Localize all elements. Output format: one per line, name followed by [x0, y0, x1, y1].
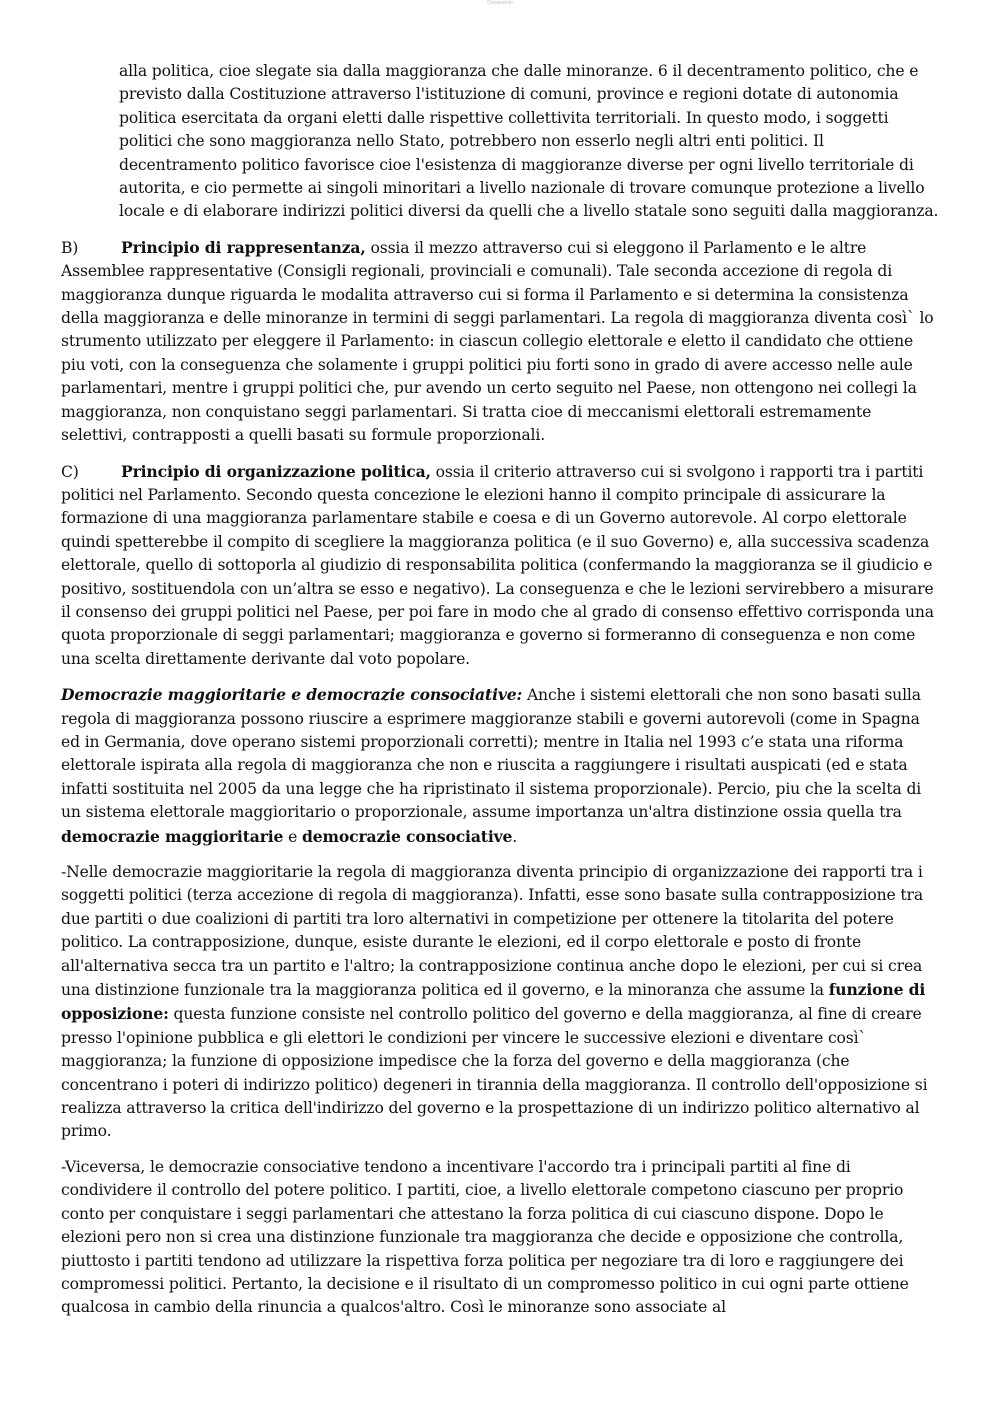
heading-principio-rappresentanza: Principio di rappresentanza, — [121, 237, 366, 257]
text-principio-organizzazione: ossia il criterio attraverso cui si svolgono i rapporti tra i partiti politici nel Parlamento. Secondo questa concezione le elezioni hanno il compito principale di assicurare la formazione di una maggioranza parlamentare stabile e coesa e di un Governo autorevole. Al corpo elettorale quindi spetterebbe il compito di scegliere la maggioranza politica (e il suo Governo) e, alla successiva scadenza elettorale, quello di sottoporla al giudizio di responsabilita politica (confermando la maggioranza se il giudicio e positivo, sostituendola con un’altra se esso e negativo). La conseguenza e che le lezioni servirebbero a misurare il consenso dei gruppi politici nel Paese, per poi fare in modo che al grado di consenso effettivo corrisponda una quota proporzionale di seggi parlamentari; maggioranza e governo si formeranno di conseguenza e non come una scelta direttamente derivante dal voto popolare. — [61, 462, 934, 668]
section-label-b: B) — [61, 238, 79, 257]
text-maggioritarie-2: questa funzione consiste nel controllo politico del governo e della maggioranza, al fine di creare presso l'opinione pubblica e gli elettori le condizioni per vincere le successive elezioni e diventare così` maggioranza; la funzione di opposizione impedisce che la forza del governo e della maggioranza (che concentrano i poteri di indirizzo politico) degeneri in tirannia della maggioranza. Il controllo dell'opposizione si realizza attraverso la critica dell'indirizzo del governo e la prospettazione di un indirizzo politico alternativo al primo. — [61, 1005, 928, 1141]
section-label-c: C) — [61, 462, 79, 481]
paragraph-consociative: -Viceversa, le democrazie consociative tendono a incentivare l'accordo tra i principali partiti al fine di condividere il controllo del potere politico. I partiti, cioe, a livello elettorale competono ciascuno per proprio conto per conquistare i seggi parlamentari che attestano la forza politica di cui ciascuno dispone. Dopo le elezioni pero non si crea una distinzione funzionale tra maggioranza che decide e opposizione che controlla, piuttosto i partiti tendono ad utilizzare la rispettiva forza politica per negoziare tra di loro e raggiungere dei compromessi politici. Pertanto, la decisione e il risultato di un compromesso politico in cui ogni parte ottiene qualcosa in cambio della rinuncia a qualcos'altro. Così le minoranze sono associate al — [61, 1157, 909, 1317]
paragraph-principio-rappresentanza — [61, 236, 941, 448]
text-maggioritarie-1: -Nelle democrazie maggioritarie la regola di maggioranza diventa principio di organizzazione dei rapporti tra i soggetti politici (terza accezione di regola di maggioranza). Infatti, esse sono basate sulla contrapposizione tra due partiti o due coalizioni di partiti tra loro alternativi in competizione per ottenere la titolarita del potere politico. La contrapposizione, dunque, esiste durante le elezioni, ed il corpo elettorale e posto di fronte all'alternativa secca tra un partito e l'altro; la contrapposizione continua anche dopo le elezioni, per cui si crea una distinzione funzionale tra la maggioranza politica ed il governo, e la minoranza che assume la — [61, 863, 923, 1000]
text-conj: e — [283, 827, 303, 846]
paragraph-maggioritarie — [61, 861, 941, 1144]
heading-democrazie: Democrazie maggioritarie e democrazie consociative: — [61, 685, 523, 705]
text-principio-rappresentanza: ossia il mezzo attraverso cui si eleggono il Parlamento e le altre Assemblee rappresentative (Consigli regionali, provinciali e comunali). Tale seconda accezione di regola di maggioranza dunque riguarda le modalita attraverso cui si forma il Parlamento e si determina la consistenza della maggioranza e delle minoranze in termini di seggi parlamentari. La regola di maggioranza diventa così` lo strumento utilizzato per eleggere il Parlamento: in ciascun collegio elettorale e eletto il candidato che ottiene piu voti, con la conseguenza che solamente i gruppi politici piu forti sono in grado di avere accesso nelle aule parlamentari, mentre i gruppi politici che, pur avendo un certo seguito nel Paese, non ottengono nei collegi la maggioranza, non conquistano seggi parlamentari. Si tratta cioe di meccanismi elettorali estremamente selettivi, contrapposti a quelli basati su formule proporzionali. — [61, 238, 934, 445]
paragraph-principio-organizzazione — [61, 460, 941, 672]
watermark: Documento — [487, 0, 513, 6]
text-democrazie: Anche i sistemi elettorali che non sono basati sulla regola di maggioranza possono riuscire a esprimere maggioranze stabili e governi autorevoli (come in Spagna ed in Germania, dove operano sistemi proporzionali corretti); mentre in Italia nel 1993 c’e stata una riforma elettorale ispirata alla regola di maggioranza che non e riuscita a raggiungere i risultati auspicati (ed e stata infatti sostituita nel 2005 da una legge che ha ripristinato il sistema proporzionale). Percio, piu che la scelta di un sistema elettorale maggioritario o proporzionale, assume importanza un'altra distinzione ossia quella tra — [61, 686, 922, 822]
paragraph-democrazie — [61, 683, 941, 849]
heading-principio-organizzazione: Principio di organizzazione politica, — [121, 461, 431, 481]
term-democrazie-consociative: democrazie consociative — [302, 826, 513, 846]
text-end: . — [512, 827, 518, 846]
term-democrazie-maggioritarie: democrazie maggioritarie — [61, 826, 284, 846]
document-body — [61, 60, 941, 1332]
paragraph-decentramento: alla politica, cioe slegate sia dalla maggioranza che dalle minoranze. 6 il decentramento politico, che e previsto dalla Costituzione attraverso l'istituzione di comuni, province e regioni dotate di autonomia politica esercitata da organi eletti dalle rispettive collettivita territoriali. In questo modo, i soggetti politici che sono maggioranza nello Stato, potrebbero non esserlo negli altri enti politici. Il decentramento politico favorisce cioe l'esistenza di maggioranze diverse per ogni livello territoriale di autorita, e cio permette ai singoli minoritari a livello nazionale di trovare comunque protezione a livello locale e di elaborare indirizzi politici diversi da quelli che a livello statale sono seguiti dalla maggioranza. — [119, 62, 939, 221]
term-funzione-opposizione: funzione di opposizione: — [61, 980, 926, 1024]
